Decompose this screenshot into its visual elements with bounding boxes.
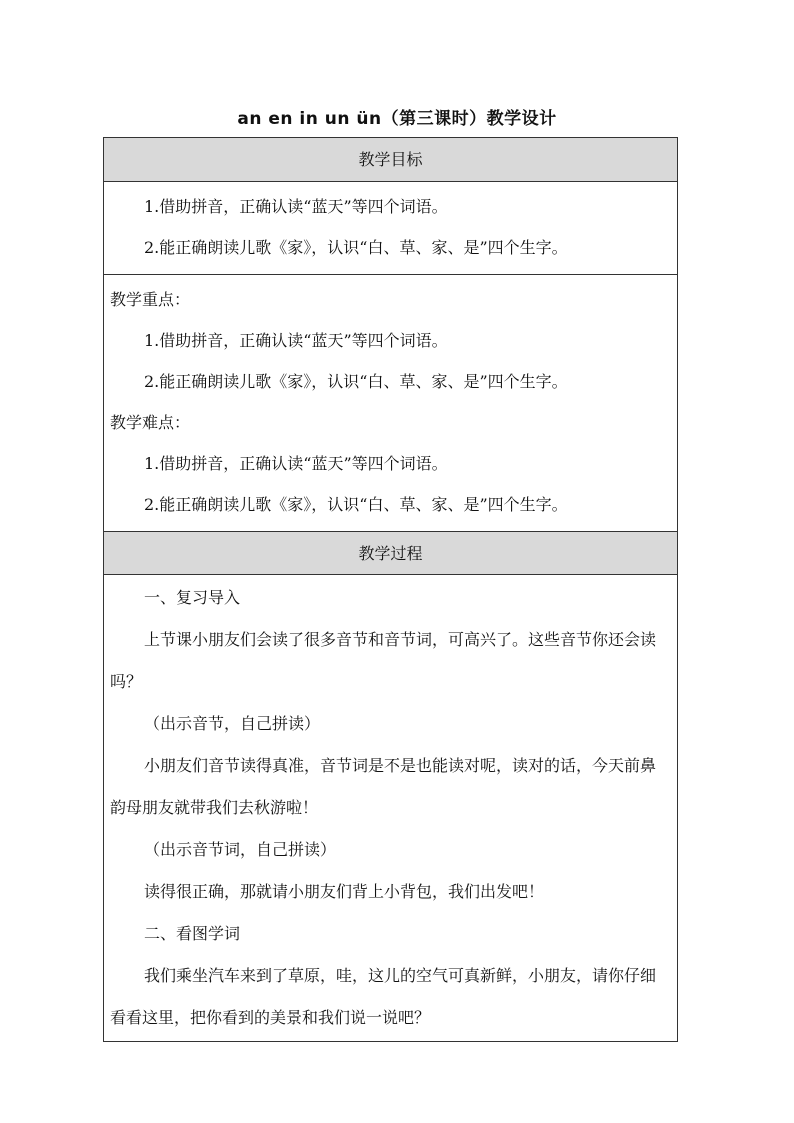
- process-paragraph: 一、复习导入: [144, 588, 241, 607]
- lesson-plan-table: [103, 137, 678, 1042]
- difficulties-label: 教学难点：: [110, 413, 191, 432]
- key-points-label: 教学重点：: [110, 290, 191, 309]
- difficulty-item: 1.借助拼音，正确认读“蓝天”等四个词语。: [144, 454, 448, 473]
- process-paragraph: 小朋友们音节读得真准，音节词是不是也能读对呢，读对的话，今天前鼻韵母朋友就带我们去秋游啦！: [110, 756, 657, 817]
- document-title: an en in un ün（第三课时）教学设计: [237, 109, 557, 129]
- process-heading: 教学过程: [104, 531, 677, 574]
- objective-item: 1.借助拼音，正确认读“蓝天”等四个词语。: [144, 197, 448, 216]
- objectives-heading: 教学目标: [104, 138, 677, 181]
- process-paragraph: 二、看图学词: [144, 924, 241, 943]
- key-point-item: 2.能正确朗读儿歌《家》，认识“白、草、家、是”四个生字。: [144, 372, 568, 391]
- process-paragraph: 上节课小朋友们会读了很多音节和音节词，可高兴了。这些音节你还会读吗？: [110, 630, 657, 691]
- process-paragraph: 我们乘坐汽车来到了草原，哇，这儿的空气可真新鲜，小朋友，请你仔细看看这里，把你看到的美景和我们说一说吧？: [110, 966, 657, 1027]
- process-cell: [104, 574, 677, 1041]
- objective-item: 2.能正确朗读儿歌《家》，认识“白、草、家、是”四个生字。: [144, 238, 568, 257]
- process-paragraph: 读得很正确，那就请小朋友们背上小背包，我们出发吧！: [144, 882, 545, 901]
- difficulty-item: 2.能正确朗读儿歌《家》，认识“白、草、家、是”四个生字。: [144, 495, 568, 514]
- key-points-cell: [104, 274, 677, 531]
- process-paragraph: （出示音节词，自己拼读）: [144, 840, 337, 859]
- process-paragraph: （出示音节，自己拼读）: [144, 714, 321, 733]
- objectives-cell: [104, 181, 677, 274]
- key-point-item: 1.借助拼音，正确认读“蓝天”等四个词语。: [144, 331, 448, 350]
